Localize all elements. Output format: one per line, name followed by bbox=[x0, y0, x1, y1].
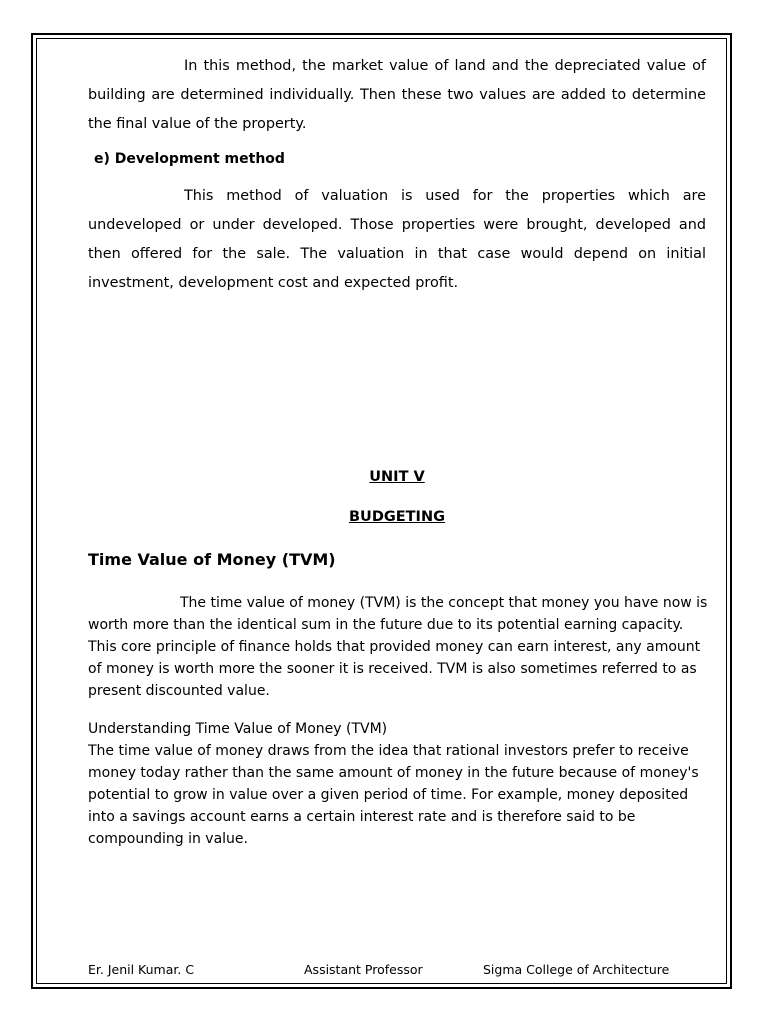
tvm-definition-paragraph: The time value of money (TVM) is the concept that money you have now is worth more than the identical sum in the future due to its potential earning capacity. This core principle of finance holds that provided money can earn interest, any amount of money is worth more the sooner it is received. TVM is also sometimes referred to as present discounted value. bbox=[88, 595, 708, 699]
tvm-understanding-title: Understanding Time Value of Money (TVM) bbox=[88, 721, 388, 737]
tvm-understanding-section bbox=[88, 718, 712, 850]
footer-role: Assistant Professor bbox=[304, 962, 423, 977]
unit-title: UNIT V bbox=[369, 469, 425, 485]
development-method-paragraph: This method of valuation is used for the properties which are undeveloped or under developed. Those properties were brought, developed and then offered for the sale. The valuation in that case would depend on initial investment, development cost and expected profit. bbox=[88, 188, 706, 291]
footer-author: Er. Jenil Kumar. C bbox=[88, 962, 195, 977]
footer-college: Sigma College of Architecture bbox=[483, 962, 670, 977]
development-method-heading: e) Development method bbox=[94, 151, 285, 167]
unit-subtitle: BUDGETING bbox=[349, 509, 445, 525]
tvm-heading: Time Value of Money (TVM) bbox=[88, 550, 336, 569]
tvm-understanding-paragraph: The time value of money draws from the idea that rational investors prefer to receive money today rather than the same amount of money in the future because of money's potential to grow in value over a given period of time. For example, money deposited into a savings account earns a certain interest rate and is therefore said to be compounding in value. bbox=[88, 743, 699, 847]
cost-method-paragraph: In this method, the market value of land and the depreciated value of building are determined individually. Then these two values are added to determine the final value of the property. bbox=[88, 58, 706, 132]
